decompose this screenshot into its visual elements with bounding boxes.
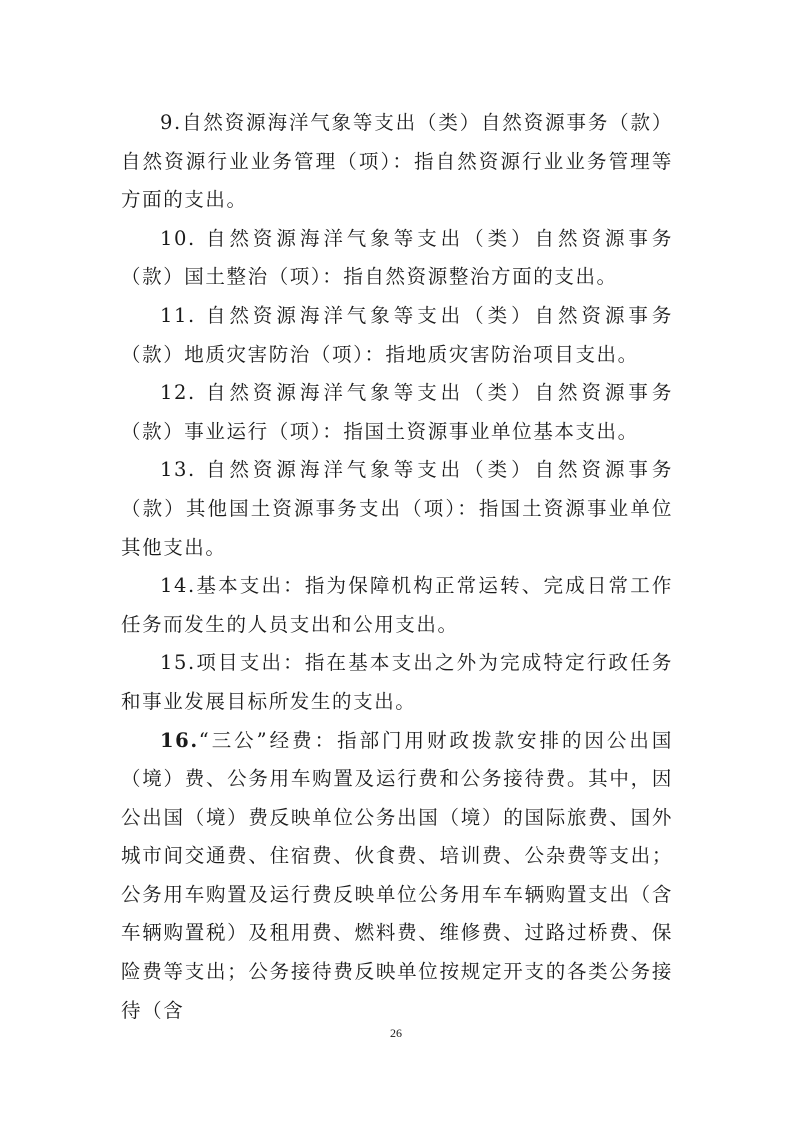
paragraph-9: 9.自然资源海洋气象等支出（类）自然资源事务（款）自然资源行业业务管理（项）：指自然资源行业业务管理等方面的支出。 bbox=[121, 111, 673, 212]
paragraph-16-text: “三公”经费：指部门用财政拨款安排的因公出国（境）费、公务用车购置及运行费和公务接待费。其中，因公出国（境）费反映单位公务出国（境）的国际旅费、国外城市间交通费、住宿费、伙食费、培训费、公杂费等支出；公务用车购置及运行费反映单位公务用车车辆购置支出（含车辆购置税）及租用费、燃料费、维修费、过路过桥费、保险费等支出；公务接待费反映单位按规定开支的各类公务接待（含 bbox=[121, 728, 673, 1022]
paragraph-12: 12. 自然资源海洋气象等支出（类）自然资源事务（款）事业运行（项）：指国土资源事业单位基本支出。 bbox=[121, 381, 673, 443]
paragraph-16 bbox=[121, 722, 673, 1031]
paragraph-11: 11. 自然资源海洋气象等支出（类）自然资源事务（款）地质灾害防治（项）：指地质灾害防治项目支出。 bbox=[121, 303, 673, 366]
page-number: 26 bbox=[390, 1026, 402, 1040]
paragraph-13: 13. 自然资源海洋气象等支出（类）自然资源事务（款）其他国土资源事务支出（项）：指国土资源事业单位其他支出。 bbox=[121, 458, 673, 559]
paragraph-10: 10. 自然资源海洋气象等支出（类）自然资源事务（款）国土整治（项）：指自然资源整治方面的支出。 bbox=[121, 226, 673, 289]
paragraph-14: 14.基本支出：指为保障机构正常运转、完成日常工作任务而发生的人员支出和公用支出。 bbox=[121, 574, 673, 636]
paragraph-15: 15.项目支出：指在基本支出之外为完成特定行政任务和事业发展目标所发生的支出。 bbox=[121, 651, 673, 713]
document-body bbox=[121, 104, 673, 1030]
paragraph-16-number: 16. bbox=[160, 728, 199, 752]
